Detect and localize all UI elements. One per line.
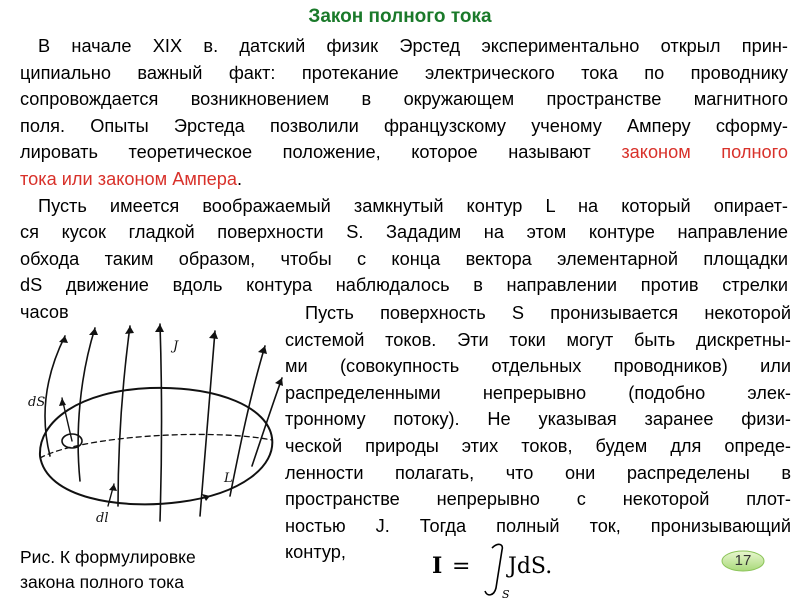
- page-number-badge: [720, 549, 766, 573]
- caption-line-1: Рис. К формулировке: [20, 547, 196, 567]
- paragraph-3-line-7: ленности полагать, что они распределены в: [285, 462, 791, 483]
- label-dS: dS: [28, 395, 46, 410]
- page-number: 17: [734, 552, 752, 569]
- paragraph-1-line-2: ципиально важный факт: протекание электрического тока по проводнику: [20, 62, 788, 83]
- paragraph-3-line-5: тронному потоку). Не указывая заранее физи-: [285, 409, 791, 430]
- paragraph-3-line-3: ми (совокупность отдельных проводников) или: [285, 356, 791, 377]
- paragraph-1-line-1: В начале XIX в. датский физик Эрстед экспериментально открыл прин-: [38, 36, 788, 56]
- paragraph-3-line-1: Пусть поверхность S пронизывается некоторой: [305, 303, 791, 323]
- current-line-4: [160, 324, 162, 521]
- current-line-3: [118, 326, 130, 506]
- label-J: J: [173, 339, 179, 354]
- paragraph-1-line-3: сопровождается возникновением в окружающем пространстве магнитного: [20, 89, 788, 110]
- ampere-law-highlight-1: законом полного: [621, 142, 788, 163]
- figure-caption: [20, 545, 280, 595]
- label-L: L: [224, 471, 233, 486]
- paragraph-2-line-5: часов: [20, 301, 69, 322]
- paragraph-3-line-6: ческой природы этих токов, будем для опреде-: [285, 435, 791, 456]
- formula-equals: =: [452, 554, 471, 579]
- formula-subscript: S: [502, 588, 510, 600]
- current-line-7: [252, 378, 282, 466]
- paragraph-2-line-3: обхода таким образом, чтобы с конца вектора элементарной площадки: [20, 248, 788, 269]
- formula-body: JdS.: [508, 554, 553, 579]
- paragraph-3-line-9: ностью J. Тогда полный ток, пронизывающий: [285, 515, 791, 536]
- paragraph-3-line-10: контур,: [285, 542, 346, 563]
- paragraph-3-line-4: распределенными непрерывно (подобно элек-: [285, 382, 791, 403]
- surface-current-figure: [10, 316, 290, 541]
- contour-back-edge: [40, 434, 272, 458]
- ampere-law-highlight-2: тока или законом Ампера: [20, 168, 238, 189]
- current-systems-text: [285, 300, 791, 566]
- current-line-2: [78, 328, 95, 481]
- formula-lhs: I: [432, 553, 443, 579]
- paragraph-1-end: .: [237, 168, 243, 189]
- current-line-5: [200, 331, 215, 516]
- slide-title: Закон полного тока: [308, 6, 492, 27]
- current-line-6: [230, 346, 265, 496]
- paragraph-2-line-1: Пусть имеется воображаемый замкнутый контур L на который опирает-: [38, 195, 788, 216]
- caption-line-2: закона полного тока: [20, 572, 184, 592]
- paragraph-2-line-4: dS движение вдоль контура наблюдалось в направлении против стрелки: [20, 275, 788, 296]
- paragraph-1-line-5-text: лировать теоретическое положение, которое называют: [20, 142, 591, 163]
- paragraph-2-line-2: ся кусок гладкой поверхности S. Зададим на этом контуре направление: [20, 222, 788, 243]
- paragraph-3-line-2: системой токов. Эти токи могут быть дискретны-: [285, 329, 791, 350]
- paragraph-1-line-5: [20, 139, 788, 166]
- paragraph-1-line-4: поля. Опыты Эрстеда позволили французскому ученому Амперу сформу-: [20, 115, 788, 136]
- integral-sign: [485, 544, 502, 594]
- paragraph-1-line-6: [20, 166, 788, 193]
- paragraph-3-line-8: пространстве непрерывно с некоторой плот-: [285, 489, 791, 510]
- intro-text: [20, 33, 788, 326]
- ampere-formula: [430, 540, 580, 600]
- label-dl: dl: [96, 511, 109, 526]
